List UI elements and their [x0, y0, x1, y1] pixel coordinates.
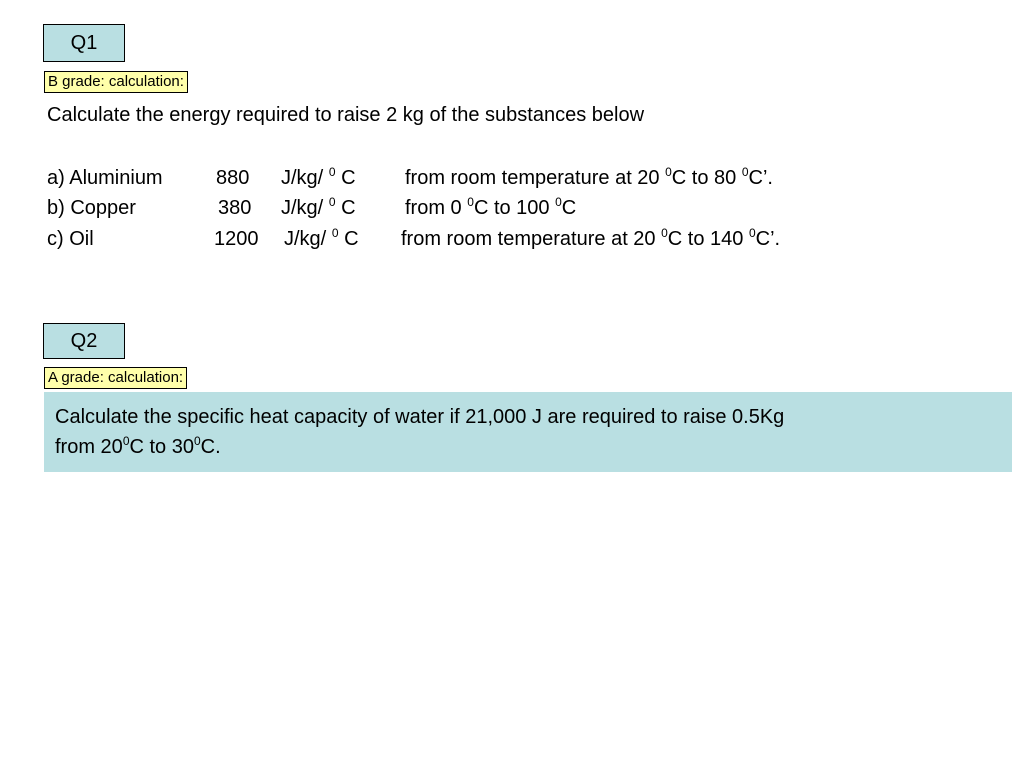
q1-label: Q1	[70, 32, 98, 54]
q2-label-box	[43, 323, 125, 359]
q2-line-2: from $20^0C$ to $30^0C$.	[55, 434, 221, 458]
q1-intro: Calculate the energy required to raise 2 kg of the substances below	[47, 104, 645, 126]
row-c-item: c) Oil	[47, 228, 94, 250]
row-b-desc: from 0 $^0$C to 100 $^0$C	[405, 195, 577, 219]
row-b-unit: J/kg/ $^0$ C	[281, 195, 356, 219]
q2-line-1: Calculate the specific heat capacity of water if 21,000 J are required to raise 0.5Kg	[55, 406, 785, 428]
row-c-unit: J/kg/ $^0$ C	[284, 226, 359, 250]
row-a-item: a) Aluminium	[47, 167, 163, 189]
row-c-desc: from room temperature at 20 $^0$C to 140 $^0$C’.	[401, 226, 781, 250]
row-a-desc: from room temperature at 20 $^0$C to 80 $^0$C’.	[405, 165, 773, 189]
row-b-item: b) Copper	[47, 197, 136, 219]
q2-label: Q2	[70, 330, 98, 352]
row-a-value: 880	[216, 167, 250, 189]
q2-question-panel	[44, 392, 1012, 472]
row-b-value: 380	[218, 197, 252, 219]
q2-grade-tag: A grade: calculation:	[44, 367, 187, 389]
row-a-unit: J/kg/ $^0$ C	[281, 165, 356, 189]
q1-label-box	[43, 24, 125, 62]
q1-grade-tag: B grade: calculation:	[44, 71, 188, 93]
row-c-value: 1200	[214, 228, 259, 250]
